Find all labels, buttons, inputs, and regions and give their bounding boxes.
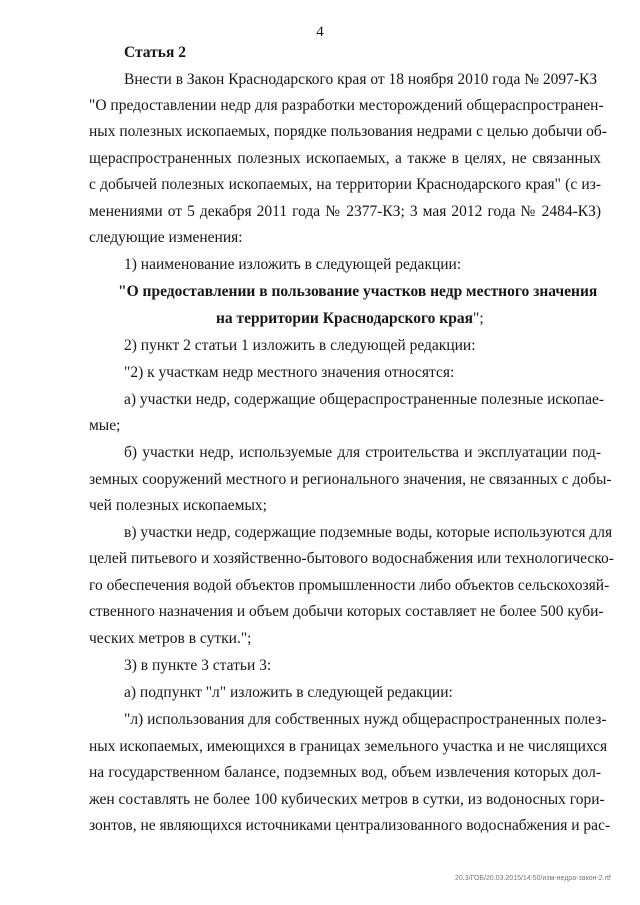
list-item: "л) использования для собственных нужд общераспространенных полез- (124, 711, 607, 728)
new-title-bold: на территории Краснодарского края (216, 310, 473, 327)
paragraph-line: ственного назначения и объем добычи которых составляет не более 500 куби- (89, 603, 604, 620)
paragraph-line: зонтов, не являющихся источниками централизованного водоснабжения и рас- (89, 817, 611, 834)
paragraph-line: жен составлять не более 100 кубических метров в сутки, из водоносных гори- (89, 791, 605, 808)
list-item: 2) пункт 2 статьи 1 изложить в следующей редакции: (124, 337, 476, 354)
paragraph-line: ческих метров в сутки."; (89, 630, 252, 647)
footer-file-stamp: 20.3/ГОБ/20.03.2015/14:50/изм-недра-закон-2.rtf (455, 875, 611, 882)
paragraph-line: с добычей полезных ископаемых, на территории Краснодарского края" (с из- (89, 176, 601, 193)
page-number: 4 (316, 24, 324, 40)
new-title-line: "О предоставлении в пользование участков недр местного значения (118, 283, 598, 300)
list-item: а) подпункт "л" изложить в следующей редакции: (124, 684, 453, 701)
paragraph-line: "О предоставлении недр для разработки месторождений общераспространен- (89, 97, 604, 114)
paragraph-line: целей питьевого и хозяйственно-бытового водоснабжения или технологическо- (89, 550, 614, 567)
quote-close: "; (473, 310, 484, 327)
paragraph-line: Внести в Закон Краснодарского края от 18 ноября 2010 года № 2097-КЗ (124, 71, 598, 88)
list-item: "2) к участкам недр местного значения относятся: (124, 364, 455, 381)
paragraph-line: мые; (89, 417, 121, 434)
paragraph-line: следующие изменения: (89, 229, 243, 246)
paragraph-line: ных ископаемых, имеющихся в границах земельного участка и не числящихся (89, 738, 608, 755)
list-item: а) участки недр, содержащие общераспространенные полезные ископае- (124, 391, 604, 408)
article-heading: Статья 2 (124, 44, 186, 61)
paragraph-line: го обеспечения водой объектов промышленности либо объектов сельскохозяй- (89, 577, 610, 594)
paragraph-line: ных полезных ископаемых, порядке пользования недрами с целью добычи об- (89, 123, 607, 140)
paragraph-line: чей полезных ископаемых; (89, 497, 267, 514)
paragraph-line: земных сооружений местного и регионального значения, не связанных с добы- (89, 471, 612, 488)
list-item: 3) в пункте 3 статьи 3: (124, 657, 272, 674)
paragraph-line: щераспространенных полезных ископаемых, а также в целях, не связанных (89, 150, 601, 167)
list-item: б) участки недр, используемые для строительства и эксплуатации под- (124, 444, 601, 461)
list-item: 1) наименование изложить в следующей редакции: (124, 256, 462, 273)
paragraph-line: менениями от 5 декабря 2011 года № 2377-КЗ; 3 мая 2012 года № 2484-КЗ) (89, 203, 601, 220)
new-title-line (216, 309, 484, 329)
paragraph-line: на государственном балансе, подземных вод, объем извлечения которых дол- (89, 764, 601, 781)
list-item: в) участки недр, содержащие подземные воды, которые используются для (124, 524, 613, 541)
